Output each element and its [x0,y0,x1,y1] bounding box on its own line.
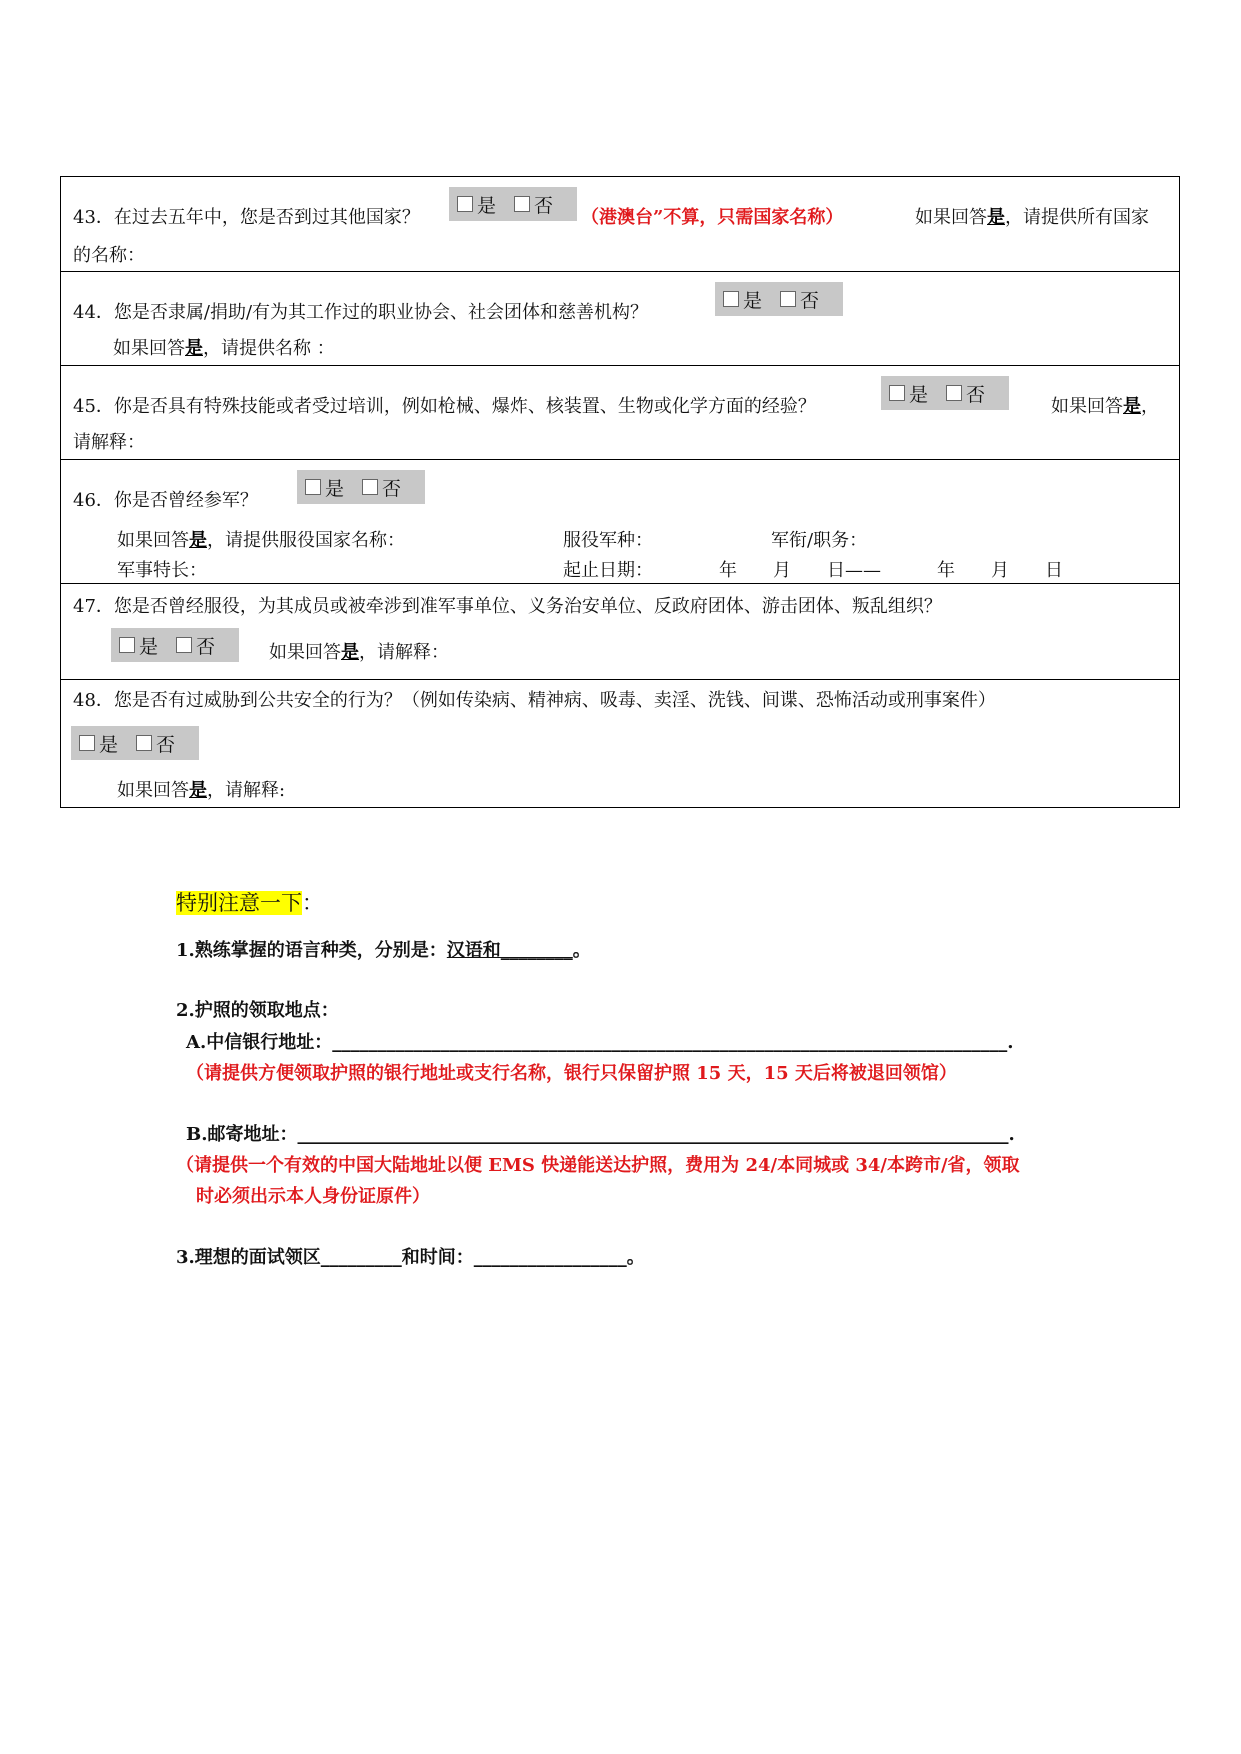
mail-address-item: B.邮寄地址：_______________________________________________________________________________. [186,1124,1015,1145]
question-45 [61,366,1179,460]
question-43-text: 43．在过去五年中，您是否到过其他国家？ [73,207,420,228]
military-branch-label: 服役军种： [563,530,653,551]
bank-address-note: （请提供方便领取护照的银行地址或支行名称，银行只保留护照 15 天，15 天后将被退回领馆） [186,1063,957,1084]
question-43-options [449,187,577,221]
notes-title: 特别注意一下： [176,891,323,915]
passport-pickup-title: 2.护照的领取地点： [176,1000,339,1021]
mail-address-note-1: （请提供一个有效的中国大陆地址以便 EMS 快递能送达护照，费用为 24/本同城或 34/本跨市/省，领取 [176,1155,1020,1176]
checkbox-icon[interactable] [514,196,530,212]
checkbox-icon[interactable] [723,291,739,307]
question-44 [61,272,1179,366]
question-45-followup: 如果回答是， [1051,396,1159,417]
checkbox-icon[interactable] [946,385,962,401]
question-44-followup: 如果回答是，请提供名称 ： [113,338,335,359]
no-option[interactable]: 否 [780,286,819,313]
question-47 [61,584,1179,680]
yes-option[interactable]: 是 [305,474,344,501]
checkbox-icon[interactable] [136,735,152,751]
bank-address-field[interactable]: ___________________________________________________________________________. [332,1032,1014,1053]
no-option[interactable]: 否 [946,380,985,407]
questionnaire-table [60,176,1180,808]
no-option[interactable]: 否 [176,632,215,659]
language-field[interactable]: 汉语和________ [446,940,573,961]
yes-option[interactable]: 是 [723,286,762,313]
no-option[interactable]: 否 [136,730,175,757]
checkbox-icon[interactable] [176,637,192,653]
interview-time-field[interactable]: _________________ [473,1247,627,1268]
yes-option[interactable]: 是 [457,191,496,218]
question-46-options [297,470,425,504]
checkbox-icon[interactable] [457,196,473,212]
yes-option[interactable]: 是 [119,632,158,659]
question-43-followup: 如果回答是，请提供所有国家 [915,207,1149,228]
question-45-line2: 请解释： [73,432,145,453]
question-47-text: 47．您是否曾经服役，为其成员或被牵涉到准军事单位、义务治安单位、反政府团体、游击团体、叛乱组织？ [73,596,942,617]
question-44-options [715,282,843,316]
no-option[interactable]: 否 [362,474,401,501]
language-item: 1.熟练掌握的语言种类，分别是：汉语和________。 [176,940,591,961]
question-47-options [111,628,239,662]
question-48 [61,680,1179,807]
service-dates-label: 起止日期： [563,560,653,581]
interview-item: 3.理想的面试领区_________和时间：_________________。 [176,1247,645,1268]
question-48-text: 48．您是否有过威胁到公共安全的行为？（例如传染病、精神病、吸毒、卖淫、洗钱、间谍、恐怖活动或刑事案件） [73,690,996,711]
checkbox-icon[interactable] [305,479,321,495]
checkbox-icon[interactable] [889,385,905,401]
question-46 [61,460,1179,584]
question-47-followup: 如果回答是，请解释： [269,642,449,663]
question-48-followup: 如果回答是，请解释: [117,780,286,801]
service-date-from: 年 月 日—— [719,560,881,581]
military-specialty-label: 军事特长： [117,560,207,581]
mail-address-field[interactable]: _______________________________________________________________________________. [297,1124,1015,1145]
question-48-options [71,726,199,760]
bank-address-item: A.中信银行地址：___________________________________________________________________________. [186,1032,1014,1053]
checkbox-icon[interactable] [119,637,135,653]
no-option[interactable]: 否 [514,191,553,218]
checkbox-icon[interactable] [79,735,95,751]
service-date-to: 年 月 日 [937,560,1063,581]
yes-option[interactable]: 是 [889,380,928,407]
question-43-line2: 的名称： [73,245,145,266]
question-45-text: 45．你是否具有特殊技能或者受过培训，例如枪械、爆炸、核装置、生物或化学方面的经验？ [73,396,816,417]
military-rank-label: 军衔/职务： [771,530,868,551]
question-46-followup: 如果回答是，请提供服役国家名称： [117,530,405,551]
question-46-text: 46．你是否曾经参军？ [73,490,258,511]
checkbox-icon[interactable] [362,479,378,495]
question-45-options [881,376,1009,410]
mail-address-note-2: 时必须出示本人身份证原件） [196,1186,430,1207]
checkbox-icon[interactable] [780,291,796,307]
yes-option[interactable]: 是 [79,730,118,757]
interview-district-field[interactable]: _________ [320,1247,402,1268]
question-43-note: （港澳台”不算，只需国家名称） [581,207,844,228]
question-43 [61,177,1179,272]
question-44-text: 44．您是否隶属/捐助/有为其工作过的职业协会、社会团体和慈善机构？ [73,302,649,323]
